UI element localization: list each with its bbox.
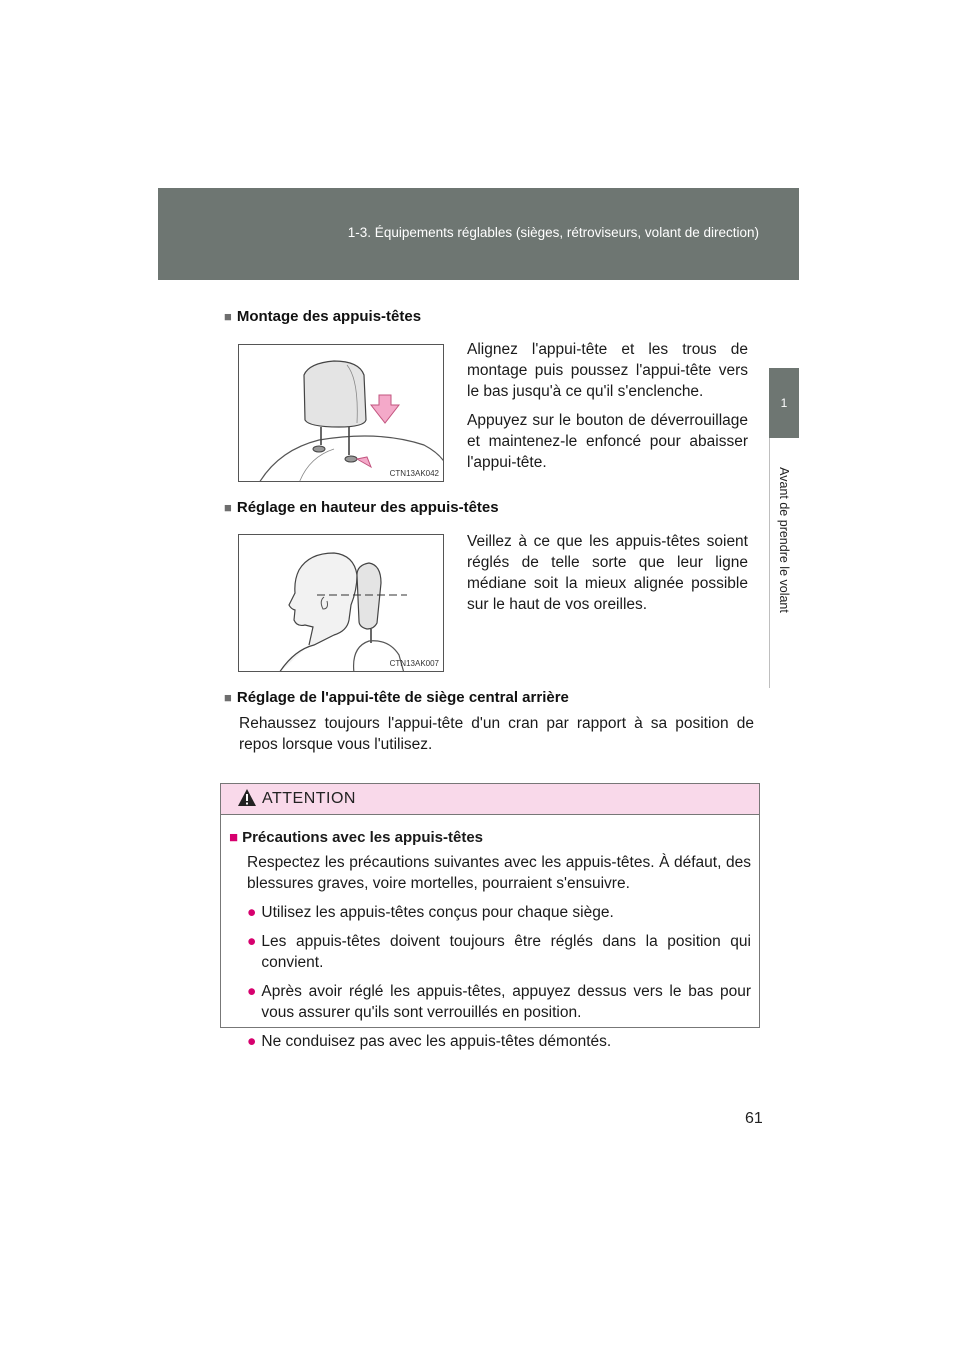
- section-text-rear-center: [239, 713, 754, 763]
- paragraph: Appuyez sur le bouton de déverrouillage et maintenez-le enfoncé pour abaisser l'appui-tête.: [467, 412, 748, 471]
- paragraph: Veillez à ce que les appuis-têtes soient réglés de telle sorte que leur ligne médiane soit la mieux alignée possible sur le haut de vos oreilles.: [467, 533, 748, 613]
- warning-box: [220, 783, 760, 1050]
- square-bullet-icon: ■: [224, 309, 232, 324]
- figure-code: CTN13AK042: [389, 469, 439, 478]
- chapter-tab: [769, 368, 799, 438]
- warning-triangle-icon: [237, 788, 257, 808]
- warning-intro: Respectez les précautions suivantes avec les appuis-têtes. À défaut, des blessures graves, voire mortelles, pourraient s'ensuivre.: [247, 854, 751, 892]
- page-header: [158, 188, 799, 280]
- chapter-title: 1-3. Équipements réglables (sièges, rétroviseurs, volant de direction): [347, 225, 759, 240]
- section-heading-rear-center: ■ Réglage de l'appui-tête de siège central arrière: [224, 689, 569, 706]
- list-item: ● Ne conduisez pas avec les appuis-têtes démontés.: [247, 1033, 612, 1050]
- section-text-height: [467, 531, 748, 623]
- section-text-mounting: [467, 339, 748, 481]
- headrest-height-illustration: [239, 535, 444, 672]
- list-item: ● Après avoir réglé les appuis-têtes, appuyez dessus vers le bas pour vous assurer qu'ils sont verrouillés en position.: [247, 983, 751, 1021]
- warning-body: [221, 815, 759, 1052]
- chapter-number: 1: [780, 396, 788, 410]
- warning-subheading: ■ Précautions avec les appuis-têtes: [229, 829, 483, 846]
- paragraph: Rehaussez toujours l'appui-tête d'un cran par rapport à sa position de repos lorsque vous l'utilisez.: [239, 715, 754, 753]
- page-number: 61: [745, 1110, 763, 1127]
- bullet-dot-icon: ●: [247, 933, 257, 950]
- list-item: ● Utilisez les appuis-têtes conçus pour chaque siège.: [247, 904, 614, 921]
- bullet-dot-icon: ●: [247, 983, 257, 1000]
- figure-headrest-height: [238, 534, 444, 672]
- figure-code: CTN13AK007: [389, 659, 439, 668]
- warning-header: [221, 784, 759, 815]
- warning-title: ATTENTION: [262, 790, 356, 807]
- square-bullet-icon: ■: [224, 500, 232, 515]
- headrest-mounting-illustration: [239, 345, 444, 482]
- bullet-dot-icon: ●: [247, 904, 257, 921]
- list-item: ● Les appuis-têtes doivent toujours être réglés dans la position qui convient.: [247, 933, 751, 971]
- bullet-dot-icon: ●: [247, 1033, 257, 1050]
- section-heading-height: ■ Réglage en hauteur des appuis-têtes: [224, 499, 499, 516]
- section-heading-mounting: ■ Montage des appuis-têtes: [224, 308, 422, 325]
- square-bullet-icon: ■: [224, 690, 232, 705]
- paragraph: Alignez l'appui-tête et les trous de montage puis poussez l'appui-tête vers le bas jusqu'à ce qu'il s'enclenche.: [467, 341, 748, 400]
- chapter-label: Avant de prendre le volant: [777, 467, 791, 613]
- figure-headrest-mounting: [238, 344, 444, 482]
- square-bullet-icon: ■: [229, 829, 239, 846]
